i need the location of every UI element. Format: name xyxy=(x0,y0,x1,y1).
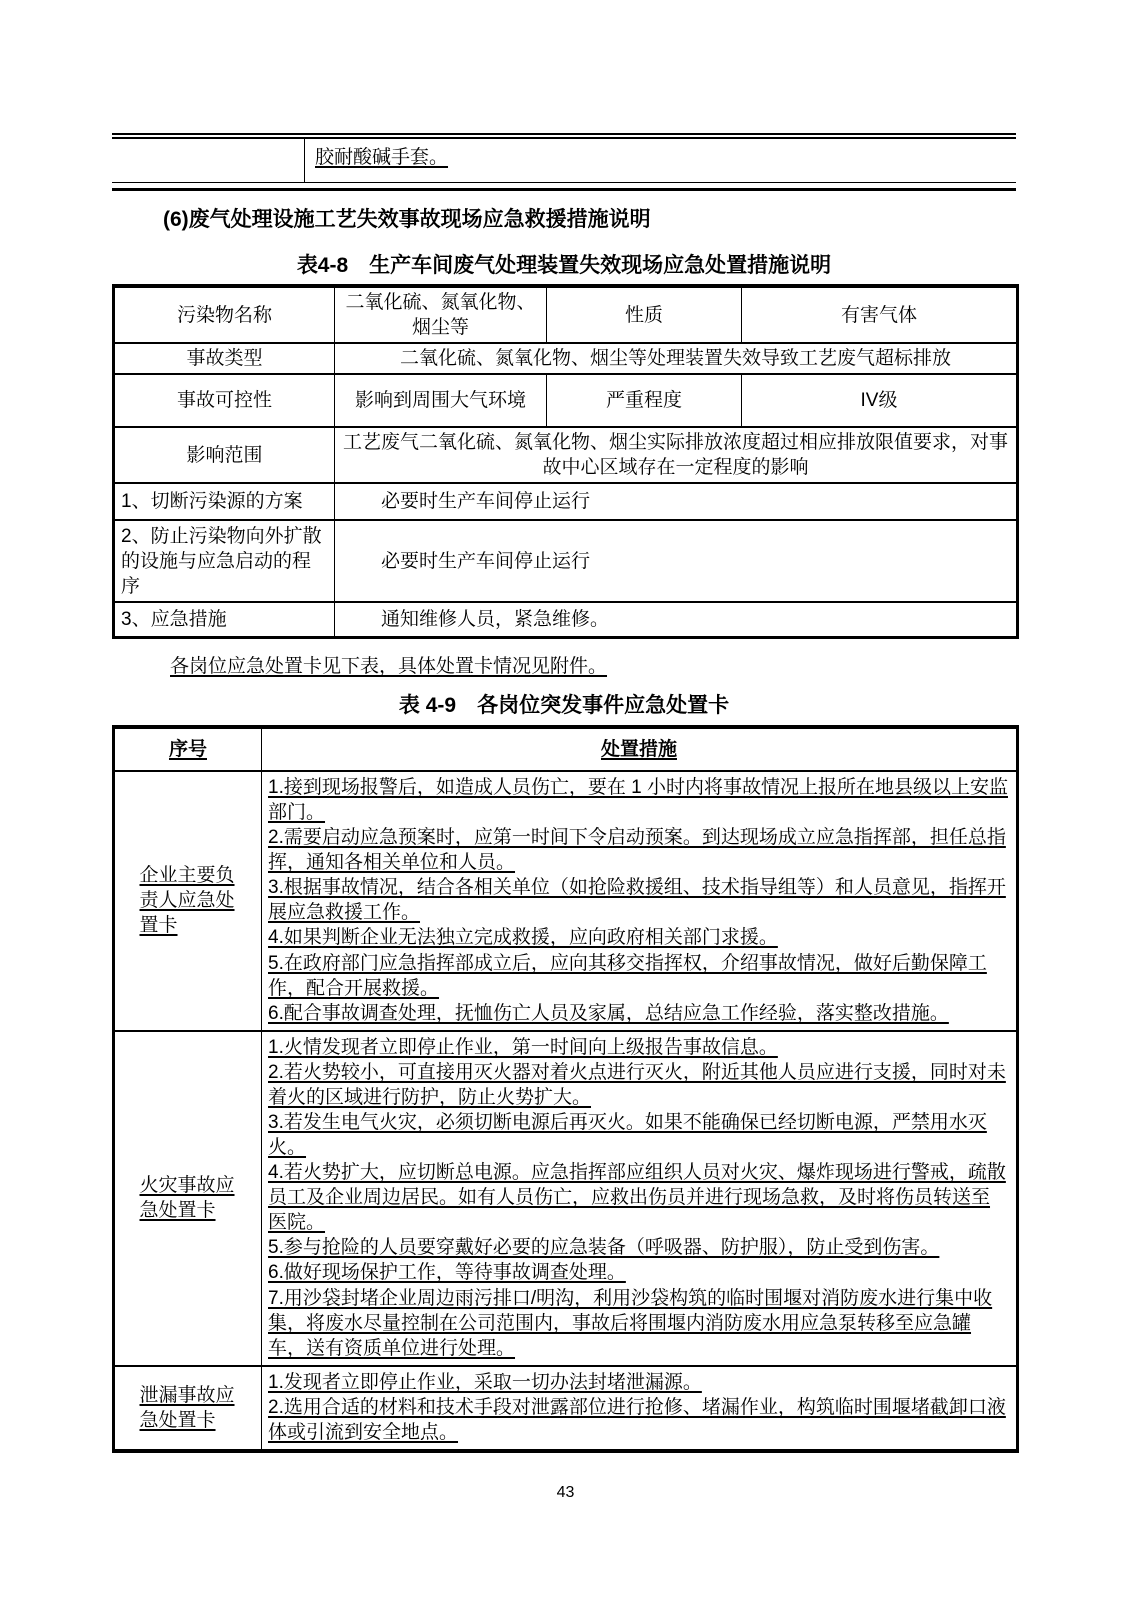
measure-item: 5.在政府部门应急指挥部成立后，应向其移交指挥权，介绍事故情况，做好后勤保障工作，配合开展救援。 xyxy=(268,952,987,999)
table-row xyxy=(114,286,1018,343)
measure-item: 4.如果判断企业无法独立完成救援，应向政府相关部门求援。 xyxy=(268,927,778,949)
impact-label-cell: 影响范围 xyxy=(114,427,335,483)
accident-type-label-cell: 事故类型 xyxy=(114,343,335,374)
fragment-row xyxy=(112,139,1016,183)
cut-source-label-cell: 1、切断污染源的方案 xyxy=(114,483,335,520)
measures-cell xyxy=(262,1366,1018,1451)
table-row xyxy=(114,343,1018,374)
measure-item: 3.根据事故情况，结合各相关单位（如抢险救援组、技术指导组等）和人员意见，指挥开展应急救援工作。 xyxy=(268,877,1006,924)
duty-card-label-cell xyxy=(114,1031,262,1366)
duty-card-label: 泄漏事故应急处置卡 xyxy=(139,1384,235,1431)
table-row xyxy=(114,1366,1018,1451)
header-measures-cell xyxy=(262,727,1018,771)
duty-card-label-cell xyxy=(114,771,262,1031)
pollutant-label-cell: 污染物名称 xyxy=(114,286,335,343)
table-4-8 xyxy=(112,284,1019,639)
fragment-empty-cell xyxy=(112,139,305,182)
measure-item: 5.参与抢险的人员要穿戴好必要的应急装备（呼吸器、防护服），防止受到伤害。 xyxy=(268,1237,940,1259)
measures-cell xyxy=(262,1031,1018,1366)
table-row xyxy=(114,374,1018,427)
measure-item: 3.若发生电气火灾，必须切断电源后再灭火。如果不能确保已经切断电源，严禁用水灭火。 xyxy=(268,1112,987,1159)
prev-table-fragment xyxy=(112,133,1016,191)
emergency-measures-value-cell: 通知维修人员，紧急维修。 xyxy=(335,602,1018,637)
header-seq-label: 序号 xyxy=(168,738,207,760)
fragment-border-gap xyxy=(112,183,1016,188)
duty-card-label: 火灾事故应急处置卡 xyxy=(139,1175,235,1222)
table-row xyxy=(114,602,1018,637)
measure-item: 1.接到现场报警后，如造成人员伤亡，要在 1 小时内将事故情况上报所在地县级以上安监部门。 xyxy=(268,777,1008,824)
accident-type-value-cell: 二氧化硫、氮氧化物、烟尘等处理装置失效导致工艺废气超标排放 xyxy=(335,343,1018,374)
fragment-text: 胶耐酸碱手套。 xyxy=(315,147,449,168)
impact-value-cell: 工艺废气二氧化硫、氮氧化物、烟尘实际排放浓度超过相应排放限值要求，对事故中心区域存在一定程度的影响 xyxy=(335,427,1018,483)
header-measures-label: 处置措施 xyxy=(600,738,677,760)
cut-source-value-cell: 必要时生产车间停止运行 xyxy=(335,483,1018,520)
header-seq-cell xyxy=(114,727,262,771)
section-heading: (6)废气处理设施工艺失效事故现场应急救援措施说明 xyxy=(163,208,651,231)
measure-item: 1.发现者立即停止作业，采取一切办法封堵泄漏源。 xyxy=(268,1371,702,1393)
measure-item: 4.若火势扩大，应切断总电源。应急指挥部应组织人员对火灾、爆炸现场进行警戒，疏散员工及企业周边居民。如有人员伤亡，应救出伤员并进行现场急救，及时将伤员转送至医院。 xyxy=(268,1162,1006,1234)
note-text xyxy=(170,651,607,678)
page-number: 43 xyxy=(556,1484,575,1501)
severity-label-cell: 严重程度 xyxy=(547,374,742,427)
duty-card-label: 企业主要负责人应急处置卡 xyxy=(139,865,235,937)
measure-item: 2.需要启动应急预案时，应第一时间下令启动预案。到达现场成立应急指挥部，担任总指挥，通知各相关单位和人员。 xyxy=(268,827,1006,874)
controllability-label-cell: 事故可控性 xyxy=(114,374,335,427)
nature-label-cell: 性质 xyxy=(547,286,742,343)
severity-value-cell: IV级 xyxy=(742,374,1018,427)
measure-item: 6.配合事故调查处理，抚恤伤亡人员及家属，总结应急工作经验，落实整改措施。 xyxy=(268,1002,949,1024)
measure-item: 1.火情发现者立即停止作业，第一时间向上级报告事故信息。 xyxy=(268,1036,778,1058)
controllability-value-cell: 影响到周围大气环境 xyxy=(335,374,547,427)
table-row xyxy=(114,427,1018,483)
table-4-9-title: 表 4-9 各岗位突发事件应急处置卡 xyxy=(398,694,730,717)
nature-value-cell: 有害气体 xyxy=(742,286,1018,343)
measure-item: 2.选用合适的材料和技术手段对泄露部位进行抢修、堵漏作业，构筑临时围堰堵截卸口液体或引流到安全地点。 xyxy=(268,1396,1006,1443)
table-header-row xyxy=(114,727,1018,771)
table-row xyxy=(114,1031,1018,1366)
measure-item: 2.若火势较小，可直接用灭火器对着火点进行灭火，附近其他人员应进行支援，同时对未着火的区域进行防护，防止火势扩大。 xyxy=(268,1061,1006,1108)
table-row xyxy=(114,771,1018,1031)
pollutant-value-cell: 二氧化硫、氮氧化物、烟尘等 xyxy=(335,286,547,343)
note-text-span: 各岗位应急处置卡见下表，具体处置卡情况见附件。 xyxy=(170,656,608,677)
measure-item: 7.用沙袋封堵企业周边雨污排口/明沟，利用沙袋构筑的临时围堰对消防废水进行集中收集，将废水尽量控制在公司范围内，事故后将围堰内消防废水用应急泵转移至应急罐车，送有资质单位进行处理。 xyxy=(268,1287,993,1359)
emergency-measures-label-cell: 3、应急措施 xyxy=(114,602,335,637)
prevent-spread-label-cell: 2、防止污染物向外扩散的设施与应急启动的程序 xyxy=(114,520,335,602)
measure-item: 6.做好现场保护工作，等待事故调查处理。 xyxy=(268,1262,626,1284)
prevent-spread-value-cell: 必要时生产车间停止运行 xyxy=(335,520,1018,602)
table-4-9 xyxy=(112,725,1019,1453)
table-4-8-title: 表4-8 生产车间废气处理装置失效现场应急处置措施说明 xyxy=(296,254,832,277)
table-row xyxy=(114,483,1018,520)
table-row xyxy=(114,520,1018,602)
measures-cell xyxy=(262,771,1018,1031)
duty-card-label-cell xyxy=(114,1366,262,1451)
fragment-text-cell xyxy=(305,139,1016,182)
